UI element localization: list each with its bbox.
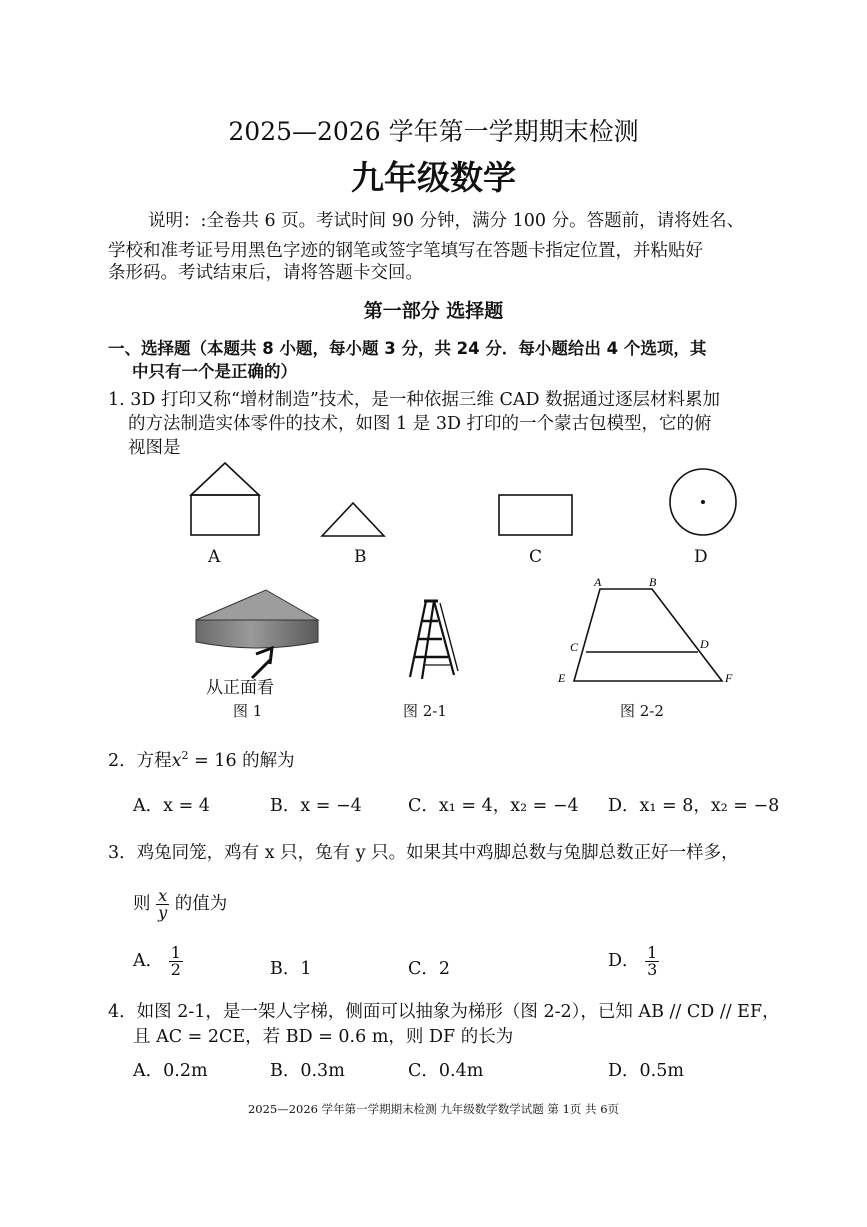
q2-stem: 2．方程$x^2 = 16$ 的解为 <box>108 749 295 771</box>
figure-2-2-caption: 图 2-2 <box>620 702 664 720</box>
q1-line-2: 的方法制造实体零件的技术，如图 1 是 3D 打印的一个蒙古包模型，它的俯 <box>128 414 712 434</box>
section-heading-line-1: 一、选择题（本题共 8 小题，每小题 3 分，共 24 分．每小题给出 4 个选项，其 <box>108 339 707 358</box>
q2-option-a: A．x = 4 <box>133 796 210 816</box>
q4-line-2: 且 AC = 2CE，若 BD = 0.6 m，则 DF 的长为 <box>133 1027 514 1047</box>
q2-option-d: D．x₁ = 8，x₂ = −8 <box>608 796 780 816</box>
section-heading-line-2: 中只有一个是正确的） <box>132 362 297 381</box>
q2-option-c: C．x₁ = 4，x₂ = −4 <box>408 796 579 816</box>
instructions-line-1: 说明：:全卷共 6 页。考试时间 90 分钟，满分 100 分。答题前，请将姓名、 <box>148 211 745 231</box>
q3-fraction: $\frac{x}{y}$ <box>158 886 168 922</box>
q1-option-a-figure <box>185 460 270 540</box>
trap-label-d: D <box>700 637 709 651</box>
q3-option-b: B．1 <box>270 959 312 979</box>
q3-line-2: 则 $\frac{x}{y}$ 的值为 <box>133 886 228 922</box>
trapezoid-figure <box>552 574 742 692</box>
q1-line-3: 视图是 <box>128 438 181 458</box>
q4-option-b: B．0.3m <box>270 1061 345 1081</box>
figure-1-caption: 图 1 <box>233 702 263 720</box>
q4-option-d: D．0.5m <box>608 1061 684 1081</box>
q3-option-c: C．2 <box>408 959 451 979</box>
q1-option-d-label: D <box>694 547 708 567</box>
instructions-line-3: 条形码。考试结束后，请将答题卡交回。 <box>108 263 423 283</box>
q3-line-1: 3．鸡兔同笼，鸡有 x 只，兔有 y 只。如果其中鸡脚总数与兔脚总数正好一样多， <box>108 843 739 863</box>
q4-option-a: A．0.2m <box>133 1061 208 1081</box>
q1-line-1: 1. 3D 打印又称“增材制造”技术，是一种依据三维 CAD 数据通过逐层材料累加 <box>108 390 721 410</box>
q2-option-b: B．x = −4 <box>270 796 362 816</box>
trap-label-b: B <box>649 575 657 589</box>
q3-option-d: D． $\frac{1}{3}$ <box>608 943 658 979</box>
part-heading: 第一部分 选择题 <box>363 300 504 322</box>
trap-label-c: C <box>570 640 579 654</box>
page-footer: 2025—2026 学年第一学期期末检测 九年级数学数学试题 第 1页 共 6页 <box>247 1102 620 1116</box>
exam-title: 2025—2026 学年第一学期期末检测 <box>228 117 639 146</box>
step-ladder-figure <box>404 595 460 685</box>
q1-option-a-label: A <box>208 547 221 567</box>
yurt-view-label: 从正面看 <box>206 678 274 698</box>
q1-option-b-figure <box>318 498 390 540</box>
q1-option-c-figure <box>495 492 577 538</box>
q1-option-d-figure <box>666 465 740 539</box>
q4-option-c: C．0.4m <box>408 1061 484 1081</box>
instructions-line-2: 学校和准考证号用黑色字迹的钢笔或签字笔填写在答题卡指定位置，并粘贴好 <box>108 241 703 261</box>
trap-label-a: A <box>594 575 602 589</box>
q1-option-b-label: B <box>354 547 367 567</box>
q4-line-1: 4．如图 2-1，是一架人字梯，侧面可以抽象为梯形（图 2-2），已知 AB // CD // EF， <box>108 1002 780 1022</box>
q3-option-a: A． $\frac{1}{2}$ <box>133 943 181 979</box>
trap-label-e: E <box>558 671 566 685</box>
subject-title: 九年级数学 <box>351 158 516 197</box>
trap-label-f: F <box>725 671 733 685</box>
figure-2-1-caption: 图 2-1 <box>403 702 447 720</box>
q1-option-c-label: C <box>529 547 543 567</box>
